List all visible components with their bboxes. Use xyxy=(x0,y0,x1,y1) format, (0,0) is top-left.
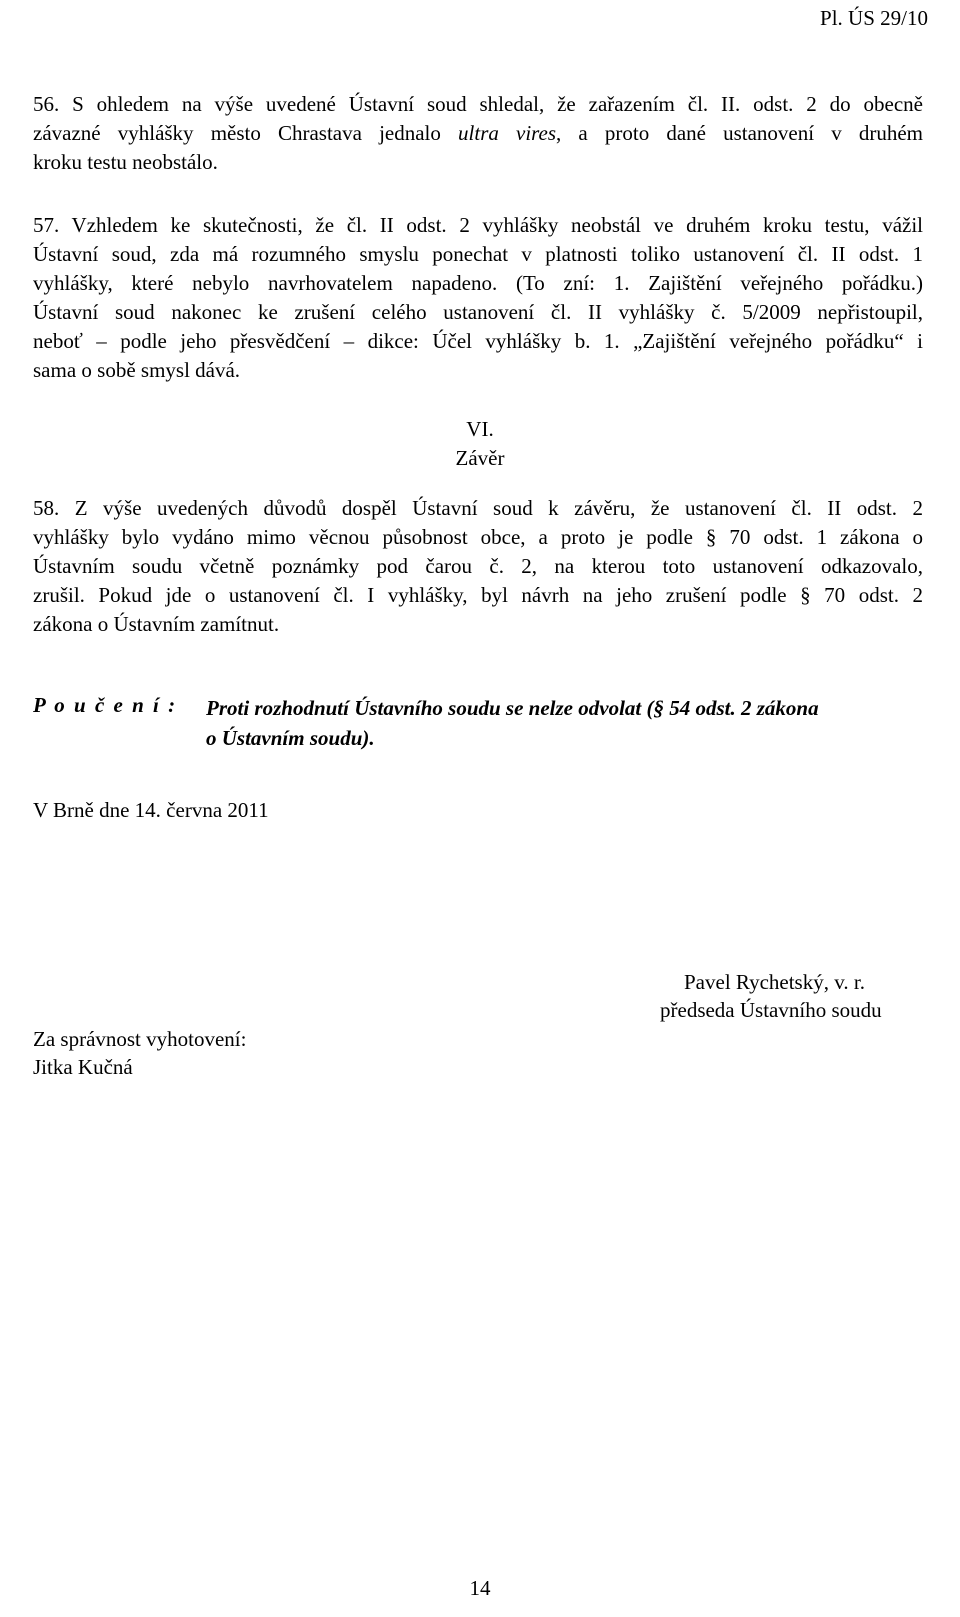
paragraph-line: 56. S ohledem na výše uvedené Ústavní soud shledal, že zařazením čl. II. odst. 2 do obecně xyxy=(33,92,923,116)
paragraph-line: zákona o Ústavním zamítnut. xyxy=(33,612,280,636)
page-number: 14 xyxy=(469,1576,491,1600)
paragraph-line: Ústavní soud, zda má rozumného smyslu ponechat v platnosti toliko ustanovení čl. II odst. 1 xyxy=(33,242,923,266)
section-number: VI. xyxy=(466,417,494,441)
paragraph-line: zrušil. Pokud jde o ustanovení čl. I vyhlášky, byl návrh na jeho zrušení podle § 70 odst. 2 xyxy=(33,583,923,607)
paragraph-line: vyhlášky bylo vydáno mimo věcnou působnost obce, a proto je podle § 70 odst. 1 zákona o xyxy=(33,525,923,549)
case-reference: Pl. ÚS 29/10 xyxy=(820,6,928,30)
paragraph-line: 57. Vzhledem ke skutečnosti, že čl. II odst. 2 vyhlášky neobstál ve druhém kroku testu, vážil xyxy=(33,213,923,237)
instruction-line: Proti rozhodnutí Ústavního soudu se nelze odvolat (§ 54 odst. 2 zákona xyxy=(206,696,819,720)
paragraph-line: závazné vyhlášky město Chrastava jednalo ultra vires, a proto dané ustanovení v druhém xyxy=(33,121,923,145)
instruction-label: P o u č e n í : xyxy=(33,693,178,717)
paragraph-line: sama o sobě smysl dává. xyxy=(33,358,241,382)
certification-name: Jitka Kučná xyxy=(33,1055,133,1079)
paragraph-58 xyxy=(33,494,923,639)
paragraph-line: 58. Z výše uvedených důvodů dospěl Ústavní soud k závěru, že ustanovení čl. II odst. 2 xyxy=(33,496,923,520)
paragraph-56 xyxy=(33,90,923,177)
date-line: V Brně dne 14. června 2011 xyxy=(33,798,269,822)
paragraph-line: Ústavním soudu včetně poznámky pod čarou č. 2, na kterou toto ustanovení odkazovalo, xyxy=(33,554,923,578)
instruction-text xyxy=(206,693,926,753)
paragraph-line: neboť – podle jeho přesvědčení – dikce: Účel vyhlášky b. 1. „Zajištění veřejného pořádku“ i xyxy=(33,329,923,353)
paragraph-57 xyxy=(33,211,923,385)
section-title: Závěr xyxy=(455,446,505,470)
signatory-name: Pavel Rychetský, v. r. xyxy=(684,970,865,994)
certification-label: Za správnost vyhotovení: xyxy=(33,1027,247,1051)
paragraph-line: vyhlášky, které nebylo navrhovatelem napadeno. (To zní: 1. Zajištění veřejného pořádku.) xyxy=(33,271,923,295)
paragraph-line: kroku testu neobstálo. xyxy=(33,150,218,174)
signatory-role: předseda Ústavního soudu xyxy=(660,998,882,1022)
instruction-line: o Ústavním soudu). xyxy=(206,726,375,750)
paragraph-line: Ústavní soud nakonec ke zrušení celého ustanovení čl. II vyhlášky č. 5/2009 nepřistoupil, xyxy=(33,300,923,324)
